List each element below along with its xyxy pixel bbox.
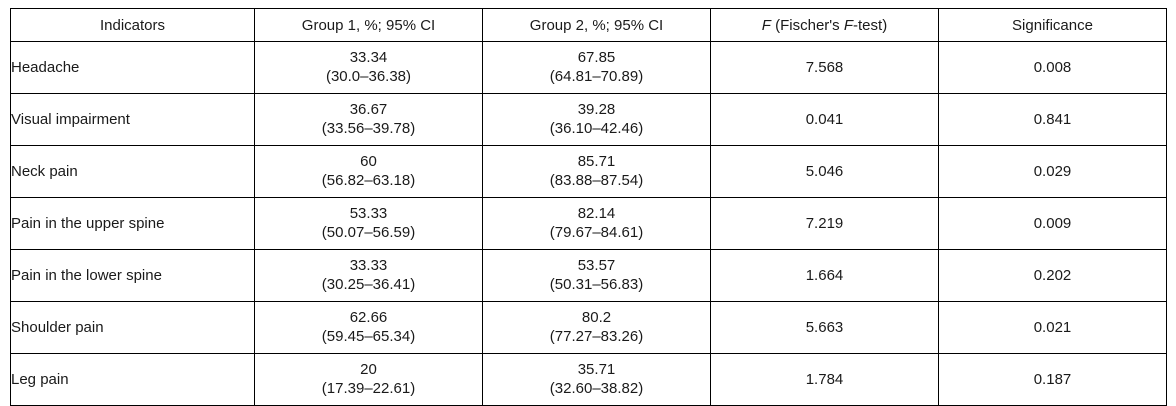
cell-f-value: 0.041	[711, 94, 939, 146]
comparison-table	[10, 8, 1167, 406]
cell-group1	[255, 354, 483, 406]
f-label-part-2: (Fischer's	[770, 16, 844, 34]
cell-indicator: Headache	[11, 42, 255, 94]
group1-value: 62.66	[349, 308, 388, 326]
cell-f-value: 5.046	[711, 146, 939, 198]
cell-f-value: 7.219	[711, 198, 939, 250]
cell-group2	[483, 198, 711, 250]
group1-ci: (33.56–39.78)	[321, 119, 416, 137]
table-header	[11, 9, 1167, 42]
group2-value: 35.71	[577, 360, 616, 378]
column-header-significance: Significance	[939, 9, 1167, 42]
group2-ci: (50.31–56.83)	[549, 275, 644, 293]
cell-significance: 0.009	[939, 198, 1167, 250]
group1-value: 20	[360, 360, 377, 378]
group2-value: 53.57	[577, 256, 616, 274]
group1-value: 33.34	[349, 48, 388, 66]
cell-indicator: Shoulder pain	[11, 302, 255, 354]
group1-ci: (30.25–36.41)	[321, 275, 416, 293]
cell-indicator: Neck pain	[11, 146, 255, 198]
table-row	[11, 302, 1167, 354]
cell-significance: 0.202	[939, 250, 1167, 302]
cell-group2	[483, 302, 711, 354]
group1-value: 33.33	[349, 256, 388, 274]
column-header-indicators: Indicators	[11, 9, 255, 42]
table-row	[11, 94, 1167, 146]
cell-group2	[483, 94, 711, 146]
group1-ci: (56.82–63.18)	[321, 171, 416, 189]
cell-group1	[255, 42, 483, 94]
cell-f-value: 7.568	[711, 42, 939, 94]
cell-group1	[255, 94, 483, 146]
group1-value: 36.67	[349, 100, 388, 118]
cell-significance: 0.008	[939, 42, 1167, 94]
column-header-group1: Group 1, %; 95% CI	[255, 9, 483, 42]
group1-ci: (59.45–65.34)	[321, 327, 416, 345]
group2-value: 85.71	[577, 152, 616, 170]
group1-ci: (30.0–36.38)	[325, 67, 412, 85]
f-symbol-1: F	[761, 16, 771, 34]
table-header-row	[11, 9, 1167, 42]
cell-indicator: Visual impairment	[11, 94, 255, 146]
column-header-f-test	[711, 9, 939, 42]
group2-ci: (77.27–83.26)	[549, 327, 644, 345]
cell-significance: 0.029	[939, 146, 1167, 198]
group2-value: 82.14	[577, 204, 616, 222]
cell-group1	[255, 302, 483, 354]
cell-f-value: 1.784	[711, 354, 939, 406]
table-row	[11, 146, 1167, 198]
table-row	[11, 354, 1167, 406]
table-row	[11, 250, 1167, 302]
cell-group2	[483, 146, 711, 198]
group2-value: 80.2	[581, 308, 612, 326]
cell-indicator: Pain in the lower spine	[11, 250, 255, 302]
table-body	[11, 42, 1167, 406]
cell-significance: 0.021	[939, 302, 1167, 354]
cell-indicator: Leg pain	[11, 354, 255, 406]
group1-ci: (50.07–56.59)	[321, 223, 416, 241]
group2-ci: (32.60–38.82)	[549, 379, 644, 397]
group2-value: 39.28	[577, 100, 616, 118]
group2-ci: (36.10–42.46)	[549, 119, 644, 137]
cell-indicator: Pain in the upper spine	[11, 198, 255, 250]
table-row	[11, 42, 1167, 94]
group2-ci: (83.88–87.54)	[549, 171, 644, 189]
table-row	[11, 198, 1167, 250]
group1-ci: (17.39–22.61)	[321, 379, 416, 397]
cell-significance: 0.841	[939, 94, 1167, 146]
cell-group1	[255, 250, 483, 302]
group2-ci: (64.81–70.89)	[549, 67, 644, 85]
group1-value: 60	[360, 152, 377, 170]
cell-f-value: 1.664	[711, 250, 939, 302]
f-symbol-2: F	[843, 16, 854, 34]
cell-significance: 0.187	[939, 354, 1167, 406]
cell-group1	[255, 146, 483, 198]
group1-value: 53.33	[349, 204, 388, 222]
group2-value: 67.85	[577, 48, 616, 66]
cell-group1	[255, 198, 483, 250]
cell-group2	[483, 354, 711, 406]
cell-group2	[483, 42, 711, 94]
group2-ci: (79.67–84.61)	[549, 223, 644, 241]
column-header-group2: Group 2, %; 95% CI	[483, 9, 711, 42]
cell-group2	[483, 250, 711, 302]
cell-f-value: 5.663	[711, 302, 939, 354]
f-label-part-4: -test)	[853, 16, 888, 34]
